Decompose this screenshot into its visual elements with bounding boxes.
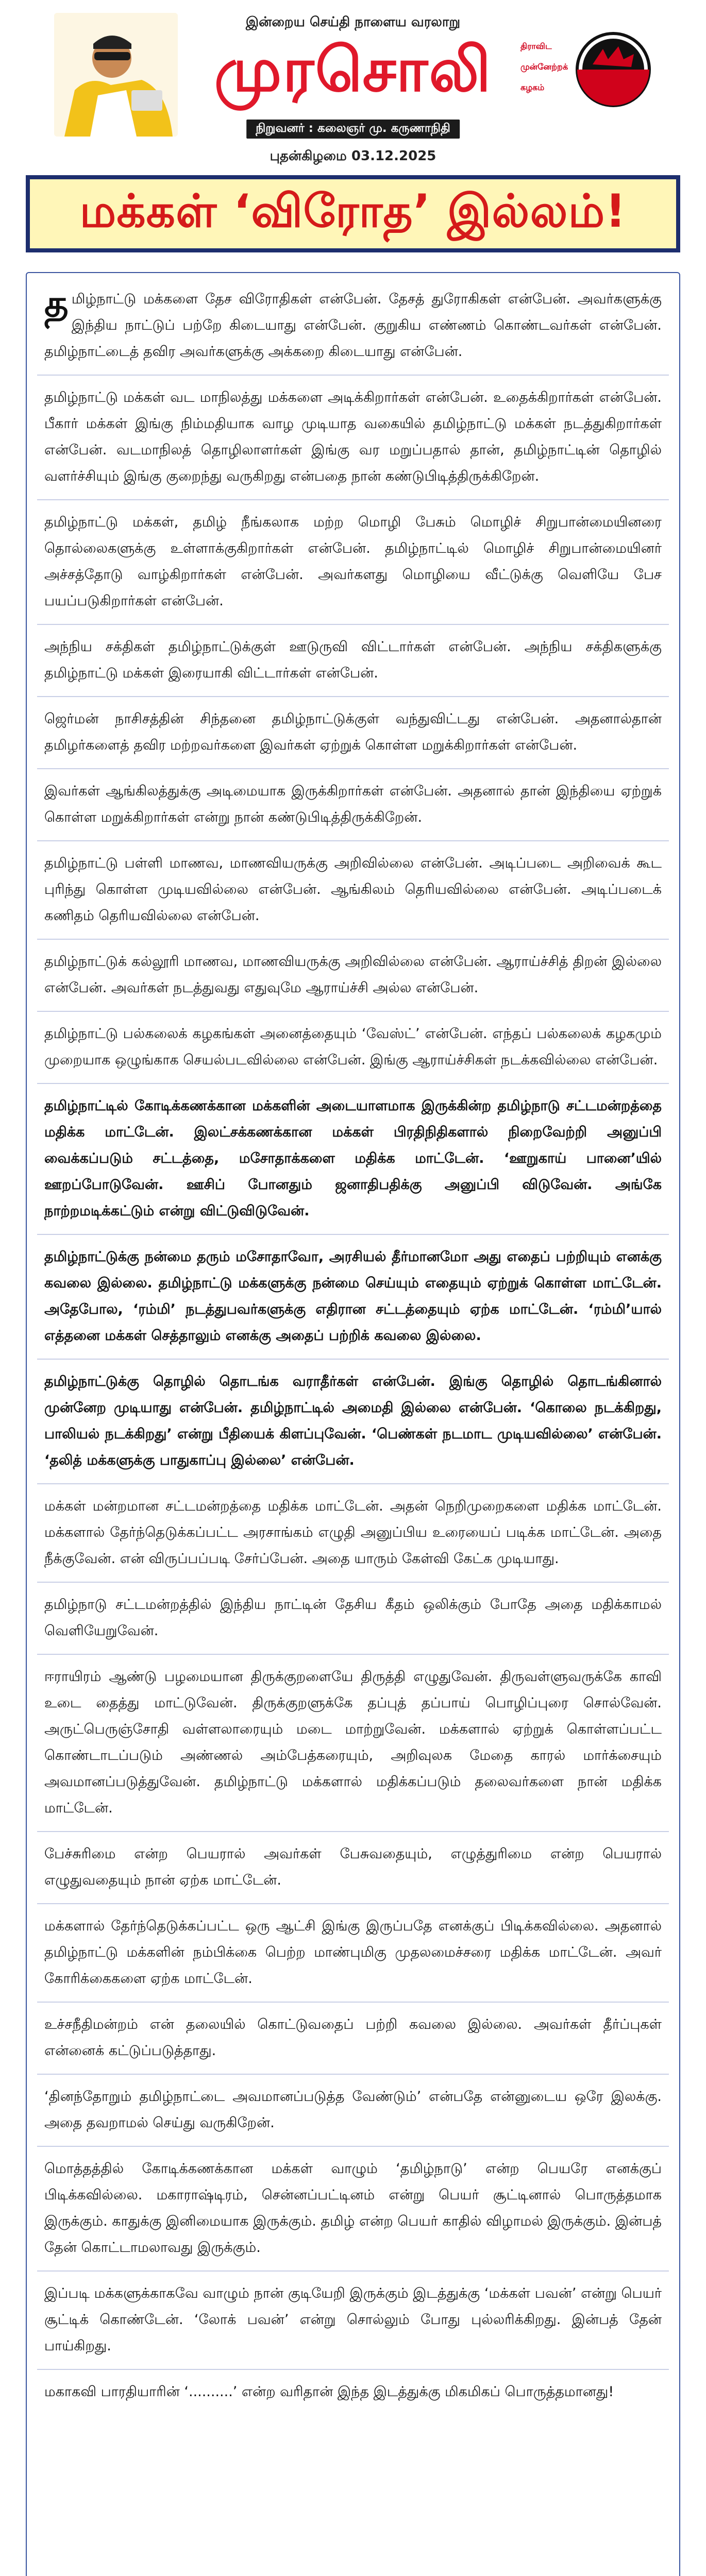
paragraph-text: தமிழ்நாட்டு மக்கள் வட மாநிலத்து மக்களை அடிக்கிறார்கள் என்பேன். உதைக்கிறார்கள் என்பேன். பீகார் மக்கள் இங்கு நிம்மதியாக வாழ முடியாத வகையில் தமிழ்நாட்டு மக்கள் நடத்துகிறார்கள் என்பேன். வடமாநிலத் தொழிலாளர்கள் இங்கு வர மறுப்பதால் தான், தமிழ்நாட்டின் தொழில் வளர்ச்சியும் இங்கு குறைந்து வருகிறது என்பதை நான் கண்டுபிடித்திருக்கிறேன். bbox=[44, 389, 662, 484]
paragraph-text: தமிழ்நாட்டுக்கு நன்மை தரும் மசோதாவோ, அரசியல் தீர்மானமோ அது எதைப் பற்றியும் எனக்கு கவலை இல்லை. தமிழ்நாட்டு மக்களுக்கு நன்மை செய்யும் எதையும் ஏற்றுக் கொள்ள மாட்டேன். அதேபோல, ‘ரம்மி’ நடத்துபவர்களுக்கு எதிரான சட்டத்தையும் ஏற்க மாட்டேன். ‘ரம்மி’யால் எத்தனை மக்கள் செத்தாலும் எனக்கு அதைப் பற்றிக் கவலை இல்லை. bbox=[44, 1249, 662, 1344]
article-paragraph bbox=[37, 769, 669, 841]
article-paragraph bbox=[37, 940, 669, 1012]
article-paragraph bbox=[37, 1583, 669, 1655]
article-paragraph bbox=[37, 2370, 669, 2415]
article-paragraph bbox=[37, 1012, 669, 1084]
paragraph-text: அந்நிய சக்திகள் தமிழ்நாட்டுக்குள் ஊடுருவி விட்டார்கள் என்பேன். அந்நிய சக்திகளுக்கு தமிழ்நாட்டு மக்கள் இரையாகி விட்டார்கள் என்பேன். bbox=[44, 639, 662, 681]
issue-date: புதன்கிழமை 03.12.2025 bbox=[270, 148, 436, 164]
paragraph-text: மக்களால் தேர்ந்தெடுக்கப்பட்ட ஒரு ஆட்சி இங்கு இருப்பதே எனக்குப் பிடிக்கவில்லை. அதனால் தமிழ்நாட்டு மக்களின் நம்பிக்கை பெற்ற மாண்புமிகு முதலமைச்சரை மதிக்க மாட்டேன். அவர் கோரிக்கைகளை ஏற்க மாட்டேன். bbox=[44, 1918, 662, 1987]
founder-line: நிறுவனர் : கலைஞர் மு. கருணாநிதி bbox=[246, 120, 460, 139]
drop-cap: த bbox=[44, 282, 69, 325]
paragraph-text: இப்படி மக்களுக்காகவே வாழும் நான் குடியேறி இருக்கும் இடத்துக்கு ‘மக்கள் பவன்’ என்று பெயர் சூட்டிக் கொண்டேன். ‘லோக் பவன்’ என்று சொல்லும் போது புல்லரிக்கிறது. இன்பத் தேன் பாய்கிறது. bbox=[44, 2285, 662, 2354]
article-paragraph bbox=[37, 1904, 669, 2003]
paragraph-text: தமிழ்நாட்டுக்கு தொழில் தொடங்க வராதீர்கள் என்பேன். இங்கு தொழில் தொடங்கினால் முன்னேற முடியாது என்பேன். தமிழ்நாட்டில் அமைதி இல்லை என்பேன். ‘கொலை நடக்கிறது, பாலியல் நடக்கிறது’ என்று பீதியைக் கிளப்புவேன். ‘பெண்கள் நடமாட முடியவில்லை’ என்பேன். ‘தலித் மக்களுக்கு பாதுகாப்பு இல்லை’ என்பேன். bbox=[44, 1374, 662, 1468]
editorial-article bbox=[26, 272, 680, 2576]
paragraph-text: மக்கள் மன்றமான சட்டமன்றத்தை மதிக்க மாட்டேன். அதன் நெறிமுறைகளை மதிக்க மாட்டேன். மக்களால் தேர்ந்தெடுக்கப்பட்ட அரசாங்கம் எழுதி அனுப்பிய உரையைப் படிக்க மாட்டேன். அதை நீக்குவேன். என் விருப்பப்படி சேர்ப்பேன். அதை யாரும் கேள்வி கேட்க முடியாது. bbox=[44, 1498, 662, 1567]
masthead bbox=[26, 0, 680, 170]
newspaper-name: முரசொலி bbox=[214, 34, 492, 105]
article-paragraph bbox=[37, 1655, 669, 1832]
paragraph-text: ஈராயிரம் ஆண்டு பழமையான திருக்குறளையே திருத்தி எழுதுவேன். திருவள்ளுவருக்கே காவி உடை தைத்து மாட்டுவேன். திருக்குறளுக்கே தப்புத் தப்பாய் பொழிப்புரை சொல்வேன். அருட்பெருஞ்சோதி வள்ளலாரையும் மடை மாற்றுவேன். மக்களால் ஏற்றுக் கொள்ளப்பட்ட கொண்டாடப்படும் அண்ணல் அம்பேத்கரையும், அறிவுலக மேதை காரல் மார்க்சையும் அவமானப்படுத்துவேன். தமிழ்நாட்டு மக்களால் மதிக்கப்படும் தலைவர்களை நான் மதிக்க மாட்டேன். bbox=[44, 1669, 662, 1816]
article-paragraph bbox=[37, 1084, 669, 1235]
dmk-logo-icon bbox=[515, 18, 654, 121]
paragraph-text: மிழ்நாட்டு மக்களை தேச விரோதிகள் என்பேன். தேசத் துரோகிகள் என்பேன். அவர்களுக்கு இந்திய நாட்டுப் பற்றே கிடையாது என்பேன். குறுகிய எண்ணம் கொண்டவர்கள் என்பேன். தமிழ்நாட்டைத் தவிர அவர்களுக்கு அக்கறை கிடையாது என்பேன். bbox=[44, 291, 662, 360]
paragraph-text: உச்சநீதிமன்றம் என் தலையில் கொட்டுவதைப் பற்றி கவலை இல்லை. அவர்கள் தீர்ப்புகள் என்னைக் கட்டுப்படுத்தாது. bbox=[44, 2016, 662, 2059]
article-paragraph bbox=[37, 2147, 669, 2272]
svg-text:கழகம்: கழகம் bbox=[520, 82, 545, 92]
headline: மக்கள் ‘விரோத’ இல்லம்! bbox=[79, 184, 627, 238]
article-paragraph bbox=[37, 1235, 669, 1360]
article-paragraph bbox=[37, 841, 669, 940]
article-body bbox=[37, 277, 669, 2415]
paragraph-text: பேச்சுரிமை என்ற பெயரால் அவர்கள் பேசுவதையும், எழுத்துரிமை என்ற பெயரால் எழுதுவதையும் நான் ஏற்க மாட்டேன். bbox=[44, 1846, 662, 1888]
article-paragraph bbox=[37, 2003, 669, 2075]
masthead-tagline: இன்றைய செய்தி நாளைய வரலாறு bbox=[245, 14, 461, 30]
paragraph-text: தமிழ்நாட்டில் கோடிக்கணக்கான மக்களின் அடையாளமாக இருக்கின்ற தமிழ்நாடு சட்டமன்றத்தை மதிக்க மாட்டேன். இலட்சக்கணக்கான மக்கள் பிரதிநிதிகளால் நிறைவேற்றி அனுப்பி வைக்கப்படும் சட்டத்தை, மசோதாக்களை மதிக்க மாட்டேன். ‘ஊறுகாய் பானை’யில் ஊறப்போடுவேன். ஊசிப் போனதும் ஜனாதிபதிக்கு அனுப்பி விடுவேன். அங்கே நாற்றமடிக்கட்டும் என்று விட்டுவிடுவேன். bbox=[44, 1098, 662, 1219]
article-paragraph bbox=[37, 1360, 669, 1484]
article-paragraph bbox=[37, 1832, 669, 1904]
paragraph-text: மகாகவி பாரதியாரின் ‘..........’ என்ற வரிதான் இந்த இடத்துக்கு மிகமிகப் பொருத்தமானது! bbox=[44, 2384, 614, 2400]
article-paragraph bbox=[37, 1484, 669, 1583]
paragraph-text: தமிழ்நாட்டு பள்ளி மாணவ, மாணவியருக்கு அறிவில்லை என்பேன். அடிப்படை அறிவைக் கூட புரிந்து கொள்ள முடியவில்லை என்பேன். ஆங்கிலம் தெரியவில்லை என்பேன். அடிப்படைக் கணிதம் தெரியவில்லை என்பேன். bbox=[44, 855, 662, 924]
paragraph-text: இவர்கள் ஆங்கிலத்துக்கு அடிமையாக இருக்கிறார்கள் என்பேன். அதனால் தான் இந்தியை ஏற்றுக் கொள்ள மறுக்கிறார்கள் என்று நான் கண்டுபிடித்திருக்கிறேன். bbox=[44, 783, 662, 825]
paragraph-text: ‘தினந்தோறும் தமிழ்நாட்டை அவமானப்படுத்த வேண்டும்’ என்பதே என்னுடைய ஒரே இலக்கு. அதை தவறாமல் செய்து வருகிறேன். bbox=[44, 2089, 662, 2131]
paragraph-text: மொத்தத்தில் கோடிக்கணக்கான மக்கள் வாழும் ‘தமிழ்நாடு’ என்ற பெயரே எனக்குப் பிடிக்கவில்லை. மகாராஷ்டிரம், சென்னப்பட்டினம் என்று பெயர் சூட்டினால் பொருத்தமாக இருக்கும். காதுக்கு இனிமையாக இருக்கும். தமிழ் என்ற பெயர் காதில் விழாமல் இருக்கும். இன்பத் தேன் கொட்டாமலாவது இருக்கும். bbox=[44, 2161, 662, 2256]
headline-box bbox=[26, 175, 680, 252]
article-paragraph bbox=[37, 376, 669, 500]
svg-text:முன்னேற்றக்: முன்னேற்றக் bbox=[520, 62, 568, 72]
svg-text:திராவிட: திராவிட bbox=[520, 41, 552, 51]
paragraph-text: தமிழ்நாட்டு பல்கலைக் கழகங்கள் அனைத்தையும் ‘வேஸ்ட்’ என்பேன். எந்தப் பல்கலைக் கழகமும் முறையாக ஒழுங்காக செயல்படவில்லை என்பேன். இங்கு ஆராய்ச்சிகள் நடக்கவில்லை என்பேன். bbox=[44, 1026, 662, 1068]
article-paragraph bbox=[37, 2075, 669, 2147]
paragraph-text: தமிழ்நாடு சட்டமன்றத்தில் இந்திய நாட்டின் தேசிய கீதம் ஒலிக்கும் போதே அதை மதிக்காமல் வெளியேறுவேன். bbox=[44, 1597, 662, 1639]
article-paragraph bbox=[37, 277, 669, 376]
paragraph-text: தமிழ்நாட்டுக் கல்லூரி மாணவ, மாணவியருக்கு அறிவில்லை என்பேன். ஆராய்ச்சித் திறன் இல்லை என்பேன். அவர்கள் நடத்துவது எதுவுமே ஆராய்ச்சி அல்ல என்பேன். bbox=[44, 954, 662, 996]
article-paragraph bbox=[37, 2272, 669, 2370]
article-paragraph bbox=[37, 697, 669, 769]
article-paragraph bbox=[37, 625, 669, 697]
article-paragraph bbox=[37, 500, 669, 625]
paragraph-text: ஜெர்மன் நாசிசத்தின் சிந்தனை தமிழ்நாட்டுக்குள் வந்துவிட்டது என்பேன். அதனால்தான் தமிழர்களைத் தவிர மற்றவர்களை இவர்கள் ஏற்றுக் கொள்ள மறுக்கிறார்கள் என்பேன். bbox=[44, 711, 662, 753]
paragraph-text: தமிழ்நாட்டு மக்கள், தமிழ் நீங்கலாக மற்ற மொழி பேசும் மொழிச் சிறுபான்மையினரை தொல்லைகளுக்கு உள்ளாக்குகிறார்கள் என்பேன். தமிழ்நாட்டில் மொழிச் சிறுபான்மையினர் அச்சத்தோடு வாழ்கிறார்கள் என்பேன். அவர்களது மொழியை வீட்டுக்கு வெளியே பேச பயப்படுகிறார்கள் என்பேன். bbox=[44, 514, 662, 609]
